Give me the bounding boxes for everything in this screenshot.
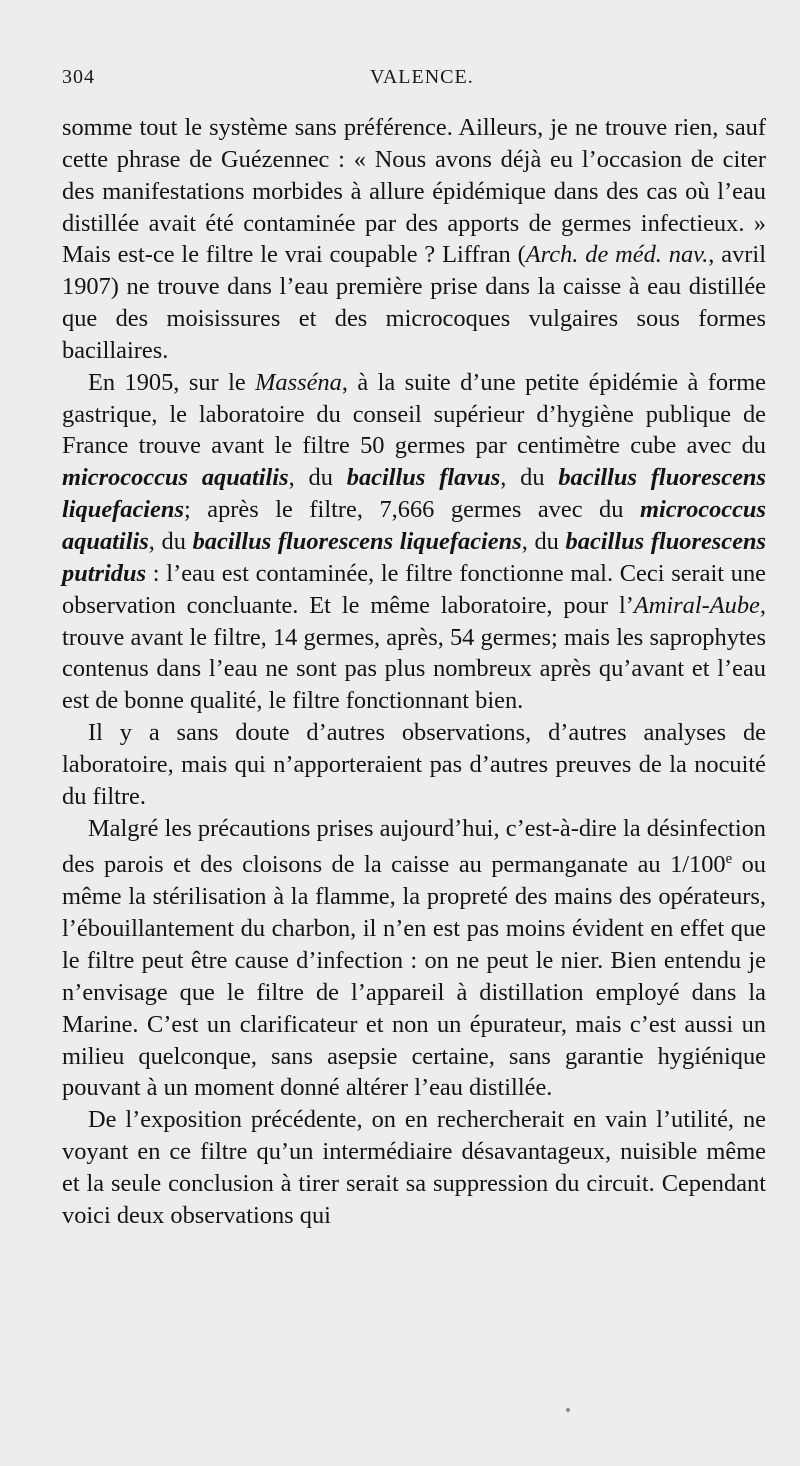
text-segment: , du xyxy=(500,464,559,492)
text-segment: , trouve avant le filtre, 14 germes, après, 54 germes; mais les saprophytes contenus dans l’eau ne sont pas plus nombreux après qu’avant et l’eau est de bonne qualité, le filtre fonctionnant bien. xyxy=(62,591,766,715)
page-number: 304 xyxy=(62,66,95,88)
paragraph xyxy=(62,367,766,717)
italic-text-segment: bacillus flavus xyxy=(346,464,501,492)
text-segment: De l’exposition précédente, on en rechercherait en vain l’utilité, ne voyant en ce filtre qu’un intermédiaire désavantageux, nuisible même et la seule conclusion à tirer serait sa suppression du circuit. Cependant voici deux observations qui xyxy=(62,1106,766,1229)
paragraph xyxy=(62,112,766,367)
text-segment: , à la suite d’une petite épidémie à forme gastrique, le laboratoire du conseil supérieur d’hygiène publique de France trouve avant le filtre 50 germes par centimètre cube avec du xyxy=(62,368,766,460)
italic-text-segment: bacillus fluorescens liquefaciens xyxy=(62,464,766,524)
italic-text-segment: Masséna xyxy=(255,368,342,396)
text-segment: ; après le filtre, 7,666 germes avec du xyxy=(183,496,640,524)
page-speck xyxy=(566,1408,570,1412)
paragraph xyxy=(62,1104,766,1231)
paragraph xyxy=(62,813,766,1105)
italic-text-segment: micrococcus aquatilis xyxy=(62,496,766,555)
italic-text-segment: bacillus fluorescens putridus xyxy=(62,527,767,587)
text-segment: , du xyxy=(148,527,193,555)
text-segment: somme tout le système sans préférence. Ailleurs, je ne trouve rien, sauf cette phrase de Guézennec : « Nous avons déjà eu l’occasion de citer des manifestations morbides à allure épidémique dans des cas où l’eau distillée avait été contaminée par des apports de germes infectieux. » Mais est-ce le filtre le vrai coupable ? Liffran ( xyxy=(62,114,766,269)
text-segment: e xyxy=(725,851,733,868)
paragraph xyxy=(62,717,766,813)
body-text xyxy=(62,112,766,1232)
text-segment: Il y a sans doute d’autres observations, d’autres analyses de laboratoire, mais qui n’apporteraient pas d’autres preuves de la nocuité du filtre. xyxy=(62,719,766,810)
text-segment: Malgré les précautions prises aujourd’hui, c’est-à-dire la désinfection des parois et des cloisons de la caisse au permanganate au 1/100 xyxy=(62,814,766,879)
page-header xyxy=(62,66,774,92)
text-segment: ou même la stérilisation à la flamme, la propreté des mains des opérateurs, l’ébouillantement du charbon, il n’en est pas moins évident en effet que le filtre peut être cause d’infection : on ne peut le nier. Bien entendu je n’envisage que le filtre de l’appareil à distillation employé dans la Marine. C’est un clarificateur et non un épurateur, mais c’est aussi un milieu quelconque, sans asepsie certaine, sans garantie hygiénique pouvant à un moment donné altérer l’eau distillée. xyxy=(62,851,766,1102)
italic-text-segment: Amiral-Aube xyxy=(633,591,760,619)
text-segment: : l’eau est contaminée, le filtre fonctionne mal. Ceci serait une observation concluante. Et le même laboratoire, pour l’ xyxy=(62,559,766,619)
text-segment: En 1905, sur le xyxy=(88,368,256,396)
text-segment: , du xyxy=(288,464,347,492)
text-segment: , avril 1907) ne trouve dans l’eau première prise dans la caisse à eau distillée que des moisissures et des microcoques vulgaires sous formes bacillaires. xyxy=(62,241,766,364)
text-segment: , du xyxy=(521,527,566,555)
italic-text-segment: Arch. de méd. nav. xyxy=(525,241,709,269)
italic-text-segment: bacillus fluorescens liquefaciens xyxy=(192,527,522,555)
running-title: VALENCE. xyxy=(370,66,474,88)
italic-text-segment: micrococcus aquatilis xyxy=(62,464,289,492)
